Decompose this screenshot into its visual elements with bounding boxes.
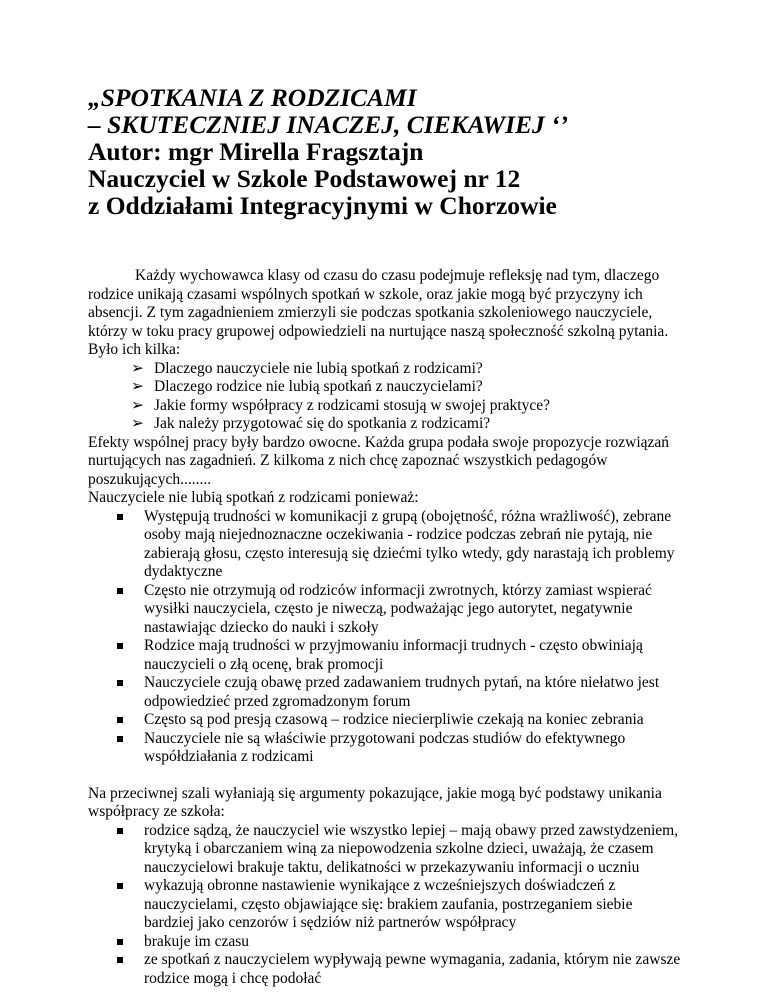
list-item: brakuje im czasu bbox=[88, 933, 684, 952]
teachers-heading: Nauczyciele nie lubią spotkań z rodzicami ponieważ: bbox=[88, 489, 419, 506]
author-line: Autor: mgr Mirella Fragsztajn bbox=[88, 137, 424, 166]
square-bullet-icon bbox=[117, 883, 123, 889]
square-bullet-icon bbox=[117, 514, 123, 520]
square-bullet-icon bbox=[117, 736, 123, 742]
list-item: Często nie otrzymują od rodziców informacji zwrotnych, którzy zamiast wspierać wysiłki nauczyciela, często je niweczą, podważając jego autorytet, negatywnie nastawiając dziecko do nauki i szkoły bbox=[88, 582, 684, 638]
square-bullet-icon bbox=[117, 643, 123, 649]
square-bullet-icon bbox=[117, 717, 123, 723]
questions-list bbox=[88, 360, 684, 434]
square-bullet-icon bbox=[117, 588, 123, 594]
parents-heading: Na przeciwnej szali wyłaniają się argumenty pokazujące, jakie mogą być podstawy unikania współpracy ze szkoła: bbox=[88, 784, 662, 820]
teachers-reasons-list bbox=[88, 508, 684, 767]
arrow-bullet-icon: ➢ bbox=[131, 378, 144, 395]
arrow-bullet-icon: ➢ bbox=[131, 396, 144, 414]
square-bullet-icon bbox=[117, 828, 123, 834]
title-line-1: „SPOTKANIA Z RODZICAMI bbox=[88, 83, 417, 112]
list-item: Rodzice mają trudności w przyjmowaniu informacji trudnych - często obwiniają nauczycieli o złą ocenę, brak promocji bbox=[88, 637, 684, 674]
list-item: ➢ Jak należy przygotować się do spotkania z rodzicami? bbox=[131, 415, 491, 432]
list-item: ➢ Dlaczego rodzice nie lubią spotkań z nauczycielami? bbox=[131, 378, 483, 395]
list-item: ze spotkań z nauczycielem wypływają pewne wymagania, zadania, którym nie zawsze rodzice mogą i chcę podołać bbox=[88, 951, 684, 988]
document-body bbox=[88, 267, 684, 988]
paragraph-gap bbox=[88, 767, 684, 785]
list-item: Występują trudności w komunikacji z grupą (obojętność, różna wrażliwość), zebrane osoby mają niejednoznaczne oczekiwania - rodzice podczas zebrań nie pytają, nie zabierają głosu, często interesują się dziećmi tylko wtedy, gdy narastają ich problemy dydaktyczne bbox=[88, 508, 684, 582]
square-bullet-icon bbox=[117, 680, 123, 686]
results-paragraph: Efekty wspólnej pracy były bardzo owocne. Każda grupa podała swoje propozycje rozwiązań nurtujących nas zagadnień. Z kilkoma z nich chcę zapoznać wszystkich pedagogów poszukujących........ bbox=[88, 433, 670, 488]
list-item: wykazują obronne nastawienie wynikające z wcześniejszych doświadczeń z nauczycielami, często objawiające się: brakiem zaufania, postrzeganiem siebie bardziej jako cenzorów i sędziów niż partnerów współpracy bbox=[88, 877, 684, 933]
list-item: ➢ Jakie formy współpracy z rodzicami stosują w swojej praktyce? bbox=[131, 396, 550, 414]
title-line-2: – SKUTECZNIEJ INACZEJ, CIEKAWIEJ ‘’ bbox=[88, 110, 569, 139]
square-bullet-icon bbox=[117, 939, 123, 945]
list-item: Często są pod presją czasową – rodzice niecierpliwie czekają na koniec zebrania bbox=[88, 711, 684, 730]
list-item: ➢ Dlaczego nauczyciele nie lubią spotkań z rodzicami? bbox=[131, 359, 483, 377]
list-item: rodzice sądzą, że nauczyciel wie wszystko lepiej – mają obawy przed zawstydzeniem, krytyką i obarczaniem winą za niepowodzenia szkolne dzieci, uważają, że czasem nauczycielowi brakuje taktu, delikatności w przekazywaniu informacji o uczniu bbox=[88, 822, 684, 878]
list-item: Nauczyciele czują obawę przed zadawaniem trudnych pytań, na które niełatwo jest odpowiedzieć przed zgromadzonym forum bbox=[88, 674, 684, 711]
list-item: Nauczyciele nie są właściwie przygotowani podczas studiów do efektywnego współdziałania z rodzicami bbox=[88, 730, 684, 767]
document-title bbox=[88, 84, 728, 219]
arrow-bullet-icon: ➢ bbox=[131, 359, 144, 377]
square-bullet-icon bbox=[117, 957, 123, 963]
author-affiliation-line-1: Nauczyciel w Szkole Podstawowej nr 12 bbox=[88, 164, 521, 193]
intro-paragraph: Każdy wychowawca klasy od czasu do czasu podejmuje refleksję nad tym, dlaczego rodzice unikają czasami wspólnych spotkań w szkole, oraz jakie mogą być przyczyny ich absencji. Z tym zagadnieniem zmierzyli sie podczas spotkania szkoleniowego nauczyciele, którzy w toku pracy grupowej odpowiedzieli na nurtujące naszą społeczność szkolną pytania. Było ich kilka: bbox=[88, 267, 669, 358]
arrow-bullet-icon: ➢ bbox=[131, 415, 144, 432]
parents-reasons-list bbox=[88, 822, 684, 989]
author-affiliation-line-2: z Oddziałami Integracyjnymi w Chorzowie bbox=[88, 191, 557, 220]
